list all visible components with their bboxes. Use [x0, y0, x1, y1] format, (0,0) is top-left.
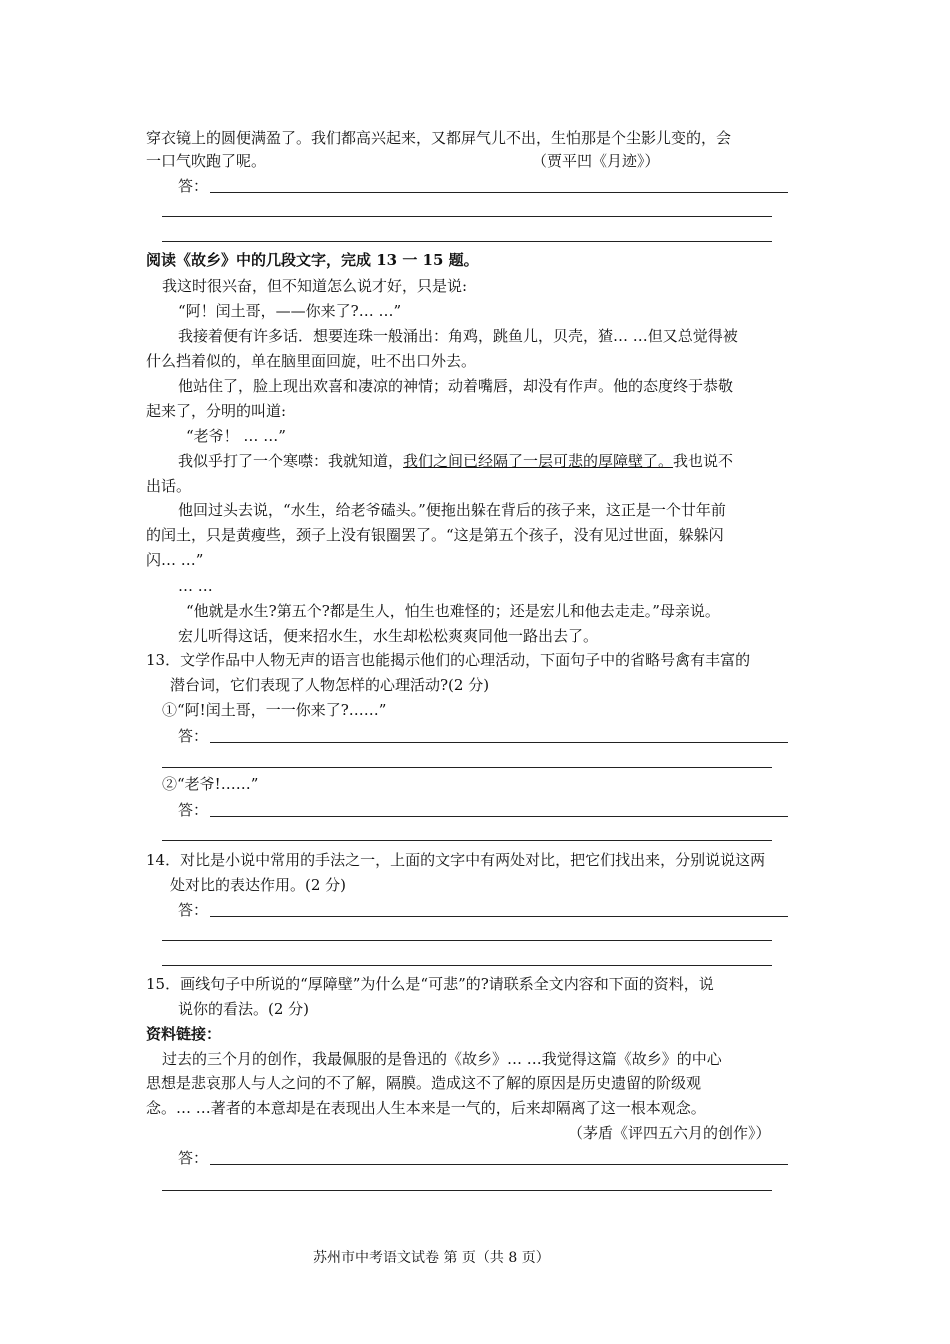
answer-line[interactable]: [210, 916, 788, 917]
answer-line[interactable]: [162, 1190, 772, 1191]
material-heading: 资料链接：: [146, 1025, 222, 1043]
answer-line[interactable]: [210, 816, 788, 817]
q13-sub-1: ①“阿!闰土哥，一一你来了?……”: [162, 701, 387, 719]
story-line: 我接着便有许多话．想要连珠一般涌出：角鸡，跳鱼儿，贝壳，猹… …但又总觉得被: [178, 327, 738, 345]
story-line: 宏儿听得这话，便来招水生，水生却松松爽爽同他一路出去了。: [178, 627, 599, 645]
material-line: 过去的三个月的创作，我最佩服的是鲁迅的《故乡》… …我觉得这篇《故乡》的中心: [162, 1050, 722, 1068]
answer-line[interactable]: [210, 742, 788, 743]
story-line: 什么挡着似的，单在脑里面回旋，吐不出口外去。: [146, 352, 477, 370]
question-13-cont: 潜台词，它们表现了人物怎样的心理活动?(2 分): [170, 676, 490, 694]
story-ellipsis: … …: [178, 577, 213, 595]
answer-line[interactable]: [210, 192, 788, 193]
material-line: 念。… …著者的本意却是在表现出人生本来是一气的，后来却隔离了这一根本观念。: [146, 1099, 706, 1117]
answer-line[interactable]: [162, 216, 772, 217]
story-line: 起来了，分明的叫道:: [146, 402, 287, 420]
story-line: “阿！闰土哥，——你来了?… …”: [178, 302, 402, 320]
question-15-cont: 说你的看法。(2 分): [178, 1000, 310, 1018]
story-line: 他回过头去说，“水生，给老爷磕头。”便拖出躲在背后的孩子来，这正是一个廿年前: [178, 501, 726, 519]
story-text: 我也说不: [673, 452, 734, 470]
passage-line: 一口气吹跑了呢。: [146, 152, 267, 170]
story-line: 他站住了，脸上现出欢喜和凄凉的神情；动着嘴唇，却没有作声。他的态度终于恭敬: [178, 377, 734, 395]
section-heading: 阅读《故乡》中的几段文字，完成 13 一 15 题。: [146, 251, 479, 269]
story-line: “他就是水生?第五个?都是生人，怕生也难怪的；还是宏儿和他去走走。”母亲说。: [186, 602, 720, 620]
question-14: 14．对比是小说中常用的手法之一，上面的文字中有两处对比，把它们找出来，分别说说这两: [146, 851, 766, 869]
story-line: 的闰土，只是黄瘦些，颈子上没有银圈罢了。“这是第五个孩子，没有见过世面，躲躲闪: [146, 526, 724, 544]
story-text: 我似乎打了一个寒噤：我就知道，: [178, 452, 404, 470]
answer-label: 答：: [178, 177, 209, 195]
answer-label: 答：: [178, 801, 209, 819]
answer-label: 答：: [178, 1149, 209, 1167]
material-line: 思想是悲哀那人与人之问的不了解，隔膜。造成这不了解的原因是历史遗留的阶级观: [146, 1074, 702, 1092]
answer-line[interactable]: [162, 840, 772, 841]
passage-line: 穿衣镜上的圆便满盈了。我们都高兴起来，又都屏气儿不出，生怕那是个尘影儿变的，会: [146, 129, 732, 147]
story-line: 出话。: [146, 477, 192, 495]
question-13: 13．文学作品中人物无声的语言也能揭示他们的心理活动，下面句子中的省略号禽有丰富的: [146, 651, 751, 669]
story-line: 我这时很兴奋，但不知道怎么说才好，只是说:: [162, 277, 468, 295]
story-line: “老爷！ … …”: [186, 427, 286, 445]
answer-line[interactable]: [162, 965, 772, 966]
question-15: 15．画线句子中所说的“厚障壁”为什么是“可悲”的?请联系全文内容和下面的资料，说: [146, 975, 714, 993]
page-footer: 苏州市中考语文试卷 第 页（共 8 页）: [313, 1250, 550, 1266]
story-line: [178, 451, 733, 471]
answer-label: 答：: [178, 727, 209, 745]
story-line: 闪… …”: [146, 551, 204, 569]
answer-line[interactable]: [162, 767, 772, 768]
answer-label: 答：: [178, 901, 209, 919]
answer-line[interactable]: [210, 1164, 788, 1165]
material-source: （茅盾《评四五六月的创作》）: [568, 1124, 771, 1142]
underlined-sentence: 我们之间已经隔了一层可悲的厚障壁了。: [403, 452, 674, 470]
passage-source: （贾平凹《月迹》）: [532, 152, 660, 170]
question-14-cont: 处对比的表达作用。(2 分): [170, 876, 347, 894]
answer-line[interactable]: [162, 241, 772, 242]
answer-line[interactable]: [162, 940, 772, 941]
q13-sub-2: ②“老爷!……”: [162, 775, 259, 793]
